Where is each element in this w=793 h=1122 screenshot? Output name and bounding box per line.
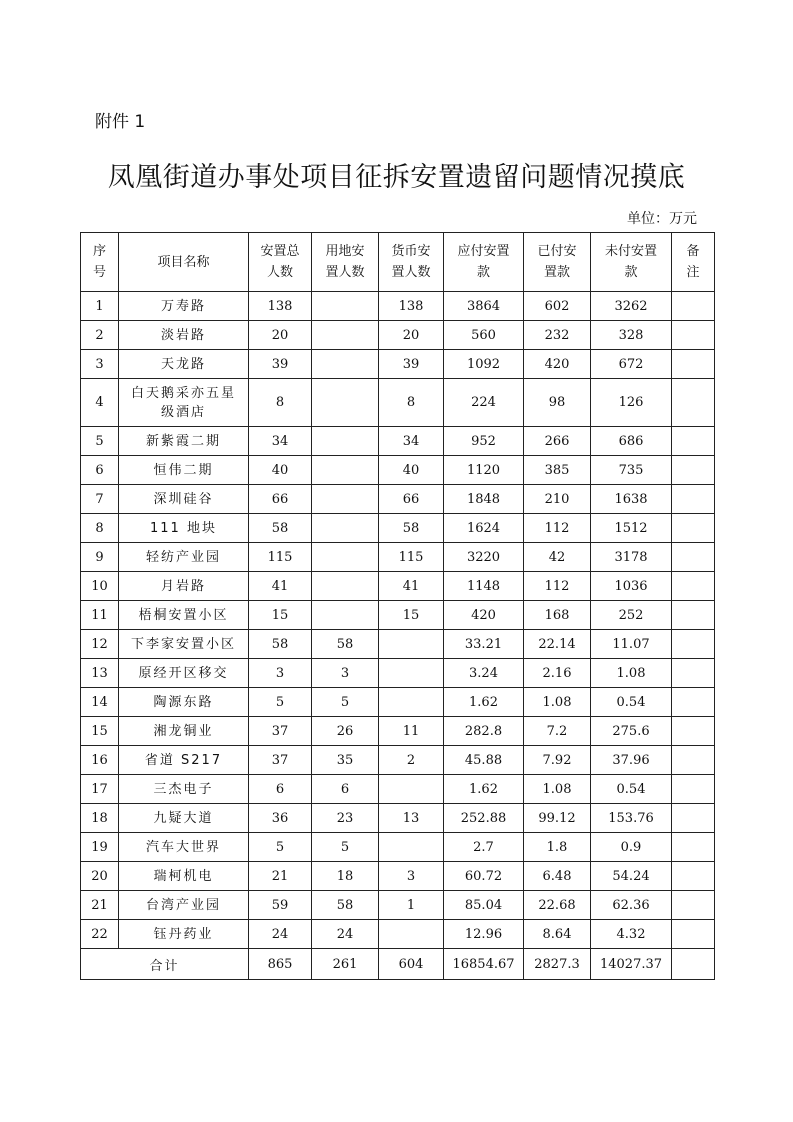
cell-note	[672, 572, 715, 601]
cell-project-name: 下李家安置小区	[119, 630, 249, 659]
cell-note	[672, 292, 715, 321]
cell-paid: 8.64	[524, 920, 591, 949]
cell-note	[672, 630, 715, 659]
cell-land-people: 23	[312, 804, 379, 833]
table-row	[81, 833, 715, 862]
cell-project-name: 湘龙铜业	[119, 717, 249, 746]
cell-money-people: 13	[379, 804, 444, 833]
cell-unpaid: 3178	[591, 543, 672, 572]
cell-unpaid: 1638	[591, 485, 672, 514]
cell-total-people: 37	[249, 717, 312, 746]
cell-paid: 232	[524, 321, 591, 350]
table-body	[81, 292, 715, 949]
cell-land-people: 24	[312, 920, 379, 949]
cell-total-people: 20	[249, 321, 312, 350]
cell-paid: 266	[524, 427, 591, 456]
cell-money-people	[379, 630, 444, 659]
cell-paid: 7.2	[524, 717, 591, 746]
cell-unpaid: 62.36	[591, 891, 672, 920]
cell-unpaid: 0.54	[591, 688, 672, 717]
cell-payable: 1.62	[444, 775, 524, 804]
cell-paid: 385	[524, 456, 591, 485]
cell-unpaid: 735	[591, 456, 672, 485]
cell-total-people: 37	[249, 746, 312, 775]
cell-note	[672, 427, 715, 456]
cell-no: 18	[81, 804, 119, 833]
cell-total-people: 39	[249, 350, 312, 379]
cell-payable: 282.8	[444, 717, 524, 746]
cell-no: 10	[81, 572, 119, 601]
cell-total-people: 36	[249, 804, 312, 833]
table-header-row	[81, 233, 715, 292]
cell-total-people: 59	[249, 891, 312, 920]
table-row	[81, 920, 715, 949]
cell-payable: 33.21	[444, 630, 524, 659]
cell-project-name: 瑞柯机电	[119, 862, 249, 891]
cell-land-people	[312, 514, 379, 543]
cell-no: 8	[81, 514, 119, 543]
table-row	[81, 601, 715, 630]
cell-paid: 99.12	[524, 804, 591, 833]
table-row	[81, 321, 715, 350]
header-money-people: 货币安 置人数	[379, 233, 444, 292]
cell-project-name: 钰丹药业	[119, 920, 249, 949]
cell-total-people: 8	[249, 379, 312, 427]
cell-money-people: 41	[379, 572, 444, 601]
table-row	[81, 717, 715, 746]
cell-money-people	[379, 688, 444, 717]
cell-no: 14	[81, 688, 119, 717]
cell-project-name: 三杰电子	[119, 775, 249, 804]
table-row	[81, 775, 715, 804]
cell-note	[672, 804, 715, 833]
cell-project-name: 陶源东路	[119, 688, 249, 717]
cell-land-people: 58	[312, 891, 379, 920]
cell-note	[672, 862, 715, 891]
cell-project-name: 天龙路	[119, 350, 249, 379]
cell-unpaid: 54.24	[591, 862, 672, 891]
cell-no: 5	[81, 427, 119, 456]
cell-unpaid: 1512	[591, 514, 672, 543]
cell-total-people: 15	[249, 601, 312, 630]
cell-payable: 1.62	[444, 688, 524, 717]
cell-no: 6	[81, 456, 119, 485]
cell-land-people	[312, 292, 379, 321]
cell-land-people: 58	[312, 630, 379, 659]
cell-project-name: 月岩路	[119, 572, 249, 601]
cell-payable: 3220	[444, 543, 524, 572]
cell-note	[672, 659, 715, 688]
cell-land-people: 18	[312, 862, 379, 891]
cell-project-name: 九疑大道	[119, 804, 249, 833]
cell-no: 13	[81, 659, 119, 688]
header-payable: 应付安置 款	[444, 233, 524, 292]
table-row	[81, 485, 715, 514]
cell-paid: 112	[524, 572, 591, 601]
totals-payable: 16854.67	[444, 949, 524, 980]
cell-land-people	[312, 379, 379, 427]
cell-total-people: 5	[249, 833, 312, 862]
cell-payable: 60.72	[444, 862, 524, 891]
page-title: 凤凰街道办事处项目征拆安置遗留问题情况摸底	[107, 162, 686, 193]
header-land-people: 用地安 置人数	[312, 233, 379, 292]
cell-money-people: 39	[379, 350, 444, 379]
cell-no: 9	[81, 543, 119, 572]
cell-paid: 1.08	[524, 775, 591, 804]
table-row	[81, 688, 715, 717]
cell-payable: 2.7	[444, 833, 524, 862]
cell-land-people	[312, 427, 379, 456]
cell-no: 7	[81, 485, 119, 514]
header-paid: 已付安 置款	[524, 233, 591, 292]
cell-total-people: 40	[249, 456, 312, 485]
cell-money-people: 11	[379, 717, 444, 746]
cell-unpaid: 153.76	[591, 804, 672, 833]
cell-no: 11	[81, 601, 119, 630]
cell-no: 15	[81, 717, 119, 746]
totals-paid: 2827.3	[524, 949, 591, 980]
cell-payable: 1092	[444, 350, 524, 379]
cell-payable: 952	[444, 427, 524, 456]
cell-unpaid: 0.54	[591, 775, 672, 804]
cell-money-people: 115	[379, 543, 444, 572]
cell-payable: 12.96	[444, 920, 524, 949]
cell-note	[672, 717, 715, 746]
cell-no: 3	[81, 350, 119, 379]
table-row	[81, 292, 715, 321]
cell-no: 12	[81, 630, 119, 659]
cell-project-name: 111 地块	[119, 514, 249, 543]
table-row	[81, 350, 715, 379]
cell-project-name: 梧桐安置小区	[119, 601, 249, 630]
attachment-label: 附件 1	[95, 112, 146, 132]
cell-total-people: 115	[249, 543, 312, 572]
cell-unpaid: 126	[591, 379, 672, 427]
table-row	[81, 543, 715, 572]
cell-money-people: 58	[379, 514, 444, 543]
cell-money-people	[379, 920, 444, 949]
cell-project-name: 白天鹅采亦五星 级酒店	[119, 379, 249, 427]
table-row	[81, 746, 715, 775]
cell-no: 2	[81, 321, 119, 350]
cell-total-people: 58	[249, 514, 312, 543]
cell-note	[672, 833, 715, 862]
cell-no: 4	[81, 379, 119, 427]
cell-project-name: 省道 S217	[119, 746, 249, 775]
cell-paid: 2.16	[524, 659, 591, 688]
cell-total-people: 58	[249, 630, 312, 659]
table-row	[81, 891, 715, 920]
cell-payable: 1848	[444, 485, 524, 514]
cell-land-people: 3	[312, 659, 379, 688]
cell-paid: 7.92	[524, 746, 591, 775]
table-row	[81, 379, 715, 427]
cell-land-people	[312, 350, 379, 379]
totals-total-people: 865	[249, 949, 312, 980]
cell-payable: 1148	[444, 572, 524, 601]
cell-project-name: 新紫霞二期	[119, 427, 249, 456]
cell-total-people: 34	[249, 427, 312, 456]
cell-unpaid: 252	[591, 601, 672, 630]
totals-land-people: 261	[312, 949, 379, 980]
cell-money-people	[379, 659, 444, 688]
cell-paid: 98	[524, 379, 591, 427]
totals-label: 合计	[81, 949, 249, 980]
cell-total-people: 24	[249, 920, 312, 949]
totals-money-people: 604	[379, 949, 444, 980]
cell-note	[672, 920, 715, 949]
totals-row	[81, 949, 715, 980]
cell-unpaid: 275.6	[591, 717, 672, 746]
cell-project-name: 台湾产业园	[119, 891, 249, 920]
unit-label: 单位：万元	[627, 211, 697, 227]
cell-note	[672, 485, 715, 514]
cell-paid: 1.8	[524, 833, 591, 862]
cell-land-people: 6	[312, 775, 379, 804]
cell-unpaid: 686	[591, 427, 672, 456]
cell-note	[672, 456, 715, 485]
totals-note	[672, 949, 715, 980]
cell-money-people: 15	[379, 601, 444, 630]
cell-unpaid: 37.96	[591, 746, 672, 775]
cell-project-name: 淡岩路	[119, 321, 249, 350]
header-no: 序 号	[81, 233, 119, 292]
cell-project-name: 汽车大世界	[119, 833, 249, 862]
cell-land-people: 26	[312, 717, 379, 746]
totals-unpaid: 14027.37	[591, 949, 672, 980]
table-row	[81, 862, 715, 891]
header-project-name: 项目名称	[119, 233, 249, 292]
cell-note	[672, 688, 715, 717]
cell-no: 17	[81, 775, 119, 804]
cell-project-name: 轻纺产业园	[119, 543, 249, 572]
cell-paid: 6.48	[524, 862, 591, 891]
table-row	[81, 456, 715, 485]
cell-paid: 602	[524, 292, 591, 321]
cell-no: 16	[81, 746, 119, 775]
cell-note	[672, 514, 715, 543]
cell-land-people	[312, 485, 379, 514]
table-row	[81, 630, 715, 659]
cell-paid: 210	[524, 485, 591, 514]
cell-total-people: 6	[249, 775, 312, 804]
cell-note	[672, 891, 715, 920]
cell-no: 21	[81, 891, 119, 920]
cell-money-people: 40	[379, 456, 444, 485]
cell-note	[672, 746, 715, 775]
cell-land-people: 35	[312, 746, 379, 775]
cell-unpaid: 328	[591, 321, 672, 350]
cell-paid: 22.68	[524, 891, 591, 920]
cell-total-people: 66	[249, 485, 312, 514]
cell-paid: 1.08	[524, 688, 591, 717]
cell-paid: 22.14	[524, 630, 591, 659]
table-row	[81, 659, 715, 688]
cell-total-people: 41	[249, 572, 312, 601]
cell-unpaid: 1036	[591, 572, 672, 601]
cell-no: 20	[81, 862, 119, 891]
cell-money-people: 8	[379, 379, 444, 427]
cell-unpaid: 3262	[591, 292, 672, 321]
header-unpaid: 未付安置 款	[591, 233, 672, 292]
cell-money-people: 3	[379, 862, 444, 891]
cell-total-people: 21	[249, 862, 312, 891]
cell-paid: 42	[524, 543, 591, 572]
cell-land-people	[312, 321, 379, 350]
cell-land-people: 5	[312, 833, 379, 862]
cell-note	[672, 601, 715, 630]
header-total-people: 安置总 人数	[249, 233, 312, 292]
cell-payable: 1120	[444, 456, 524, 485]
cell-project-name: 恒伟二期	[119, 456, 249, 485]
cell-money-people: 34	[379, 427, 444, 456]
cell-no: 22	[81, 920, 119, 949]
cell-total-people: 138	[249, 292, 312, 321]
cell-project-name: 万寿路	[119, 292, 249, 321]
resettlement-table	[80, 232, 715, 980]
cell-land-people	[312, 543, 379, 572]
cell-money-people: 138	[379, 292, 444, 321]
cell-note	[672, 775, 715, 804]
cell-total-people: 5	[249, 688, 312, 717]
table-row	[81, 804, 715, 833]
cell-payable: 3864	[444, 292, 524, 321]
cell-payable: 45.88	[444, 746, 524, 775]
cell-payable: 1624	[444, 514, 524, 543]
table-row	[81, 427, 715, 456]
cell-money-people	[379, 775, 444, 804]
cell-project-name: 深圳硅谷	[119, 485, 249, 514]
cell-note	[672, 543, 715, 572]
cell-paid: 168	[524, 601, 591, 630]
cell-unpaid: 4.32	[591, 920, 672, 949]
cell-payable: 3.24	[444, 659, 524, 688]
cell-note	[672, 379, 715, 427]
cell-payable: 85.04	[444, 891, 524, 920]
cell-paid: 112	[524, 514, 591, 543]
table-row	[81, 572, 715, 601]
cell-payable: 560	[444, 321, 524, 350]
cell-project-name: 原经开区移交	[119, 659, 249, 688]
table-row	[81, 514, 715, 543]
cell-money-people: 2	[379, 746, 444, 775]
cell-payable: 224	[444, 379, 524, 427]
cell-land-people	[312, 456, 379, 485]
cell-unpaid: 11.07	[591, 630, 672, 659]
cell-payable: 252.88	[444, 804, 524, 833]
cell-land-people	[312, 572, 379, 601]
cell-note	[672, 350, 715, 379]
cell-note	[672, 321, 715, 350]
cell-money-people: 1	[379, 891, 444, 920]
cell-unpaid: 672	[591, 350, 672, 379]
cell-money-people	[379, 833, 444, 862]
cell-total-people: 3	[249, 659, 312, 688]
cell-no: 19	[81, 833, 119, 862]
cell-paid: 420	[524, 350, 591, 379]
cell-unpaid: 1.08	[591, 659, 672, 688]
cell-land-people: 5	[312, 688, 379, 717]
cell-money-people: 20	[379, 321, 444, 350]
header-note: 备 注	[672, 233, 715, 292]
cell-land-people	[312, 601, 379, 630]
cell-payable: 420	[444, 601, 524, 630]
cell-unpaid: 0.9	[591, 833, 672, 862]
cell-no: 1	[81, 292, 119, 321]
cell-money-people: 66	[379, 485, 444, 514]
